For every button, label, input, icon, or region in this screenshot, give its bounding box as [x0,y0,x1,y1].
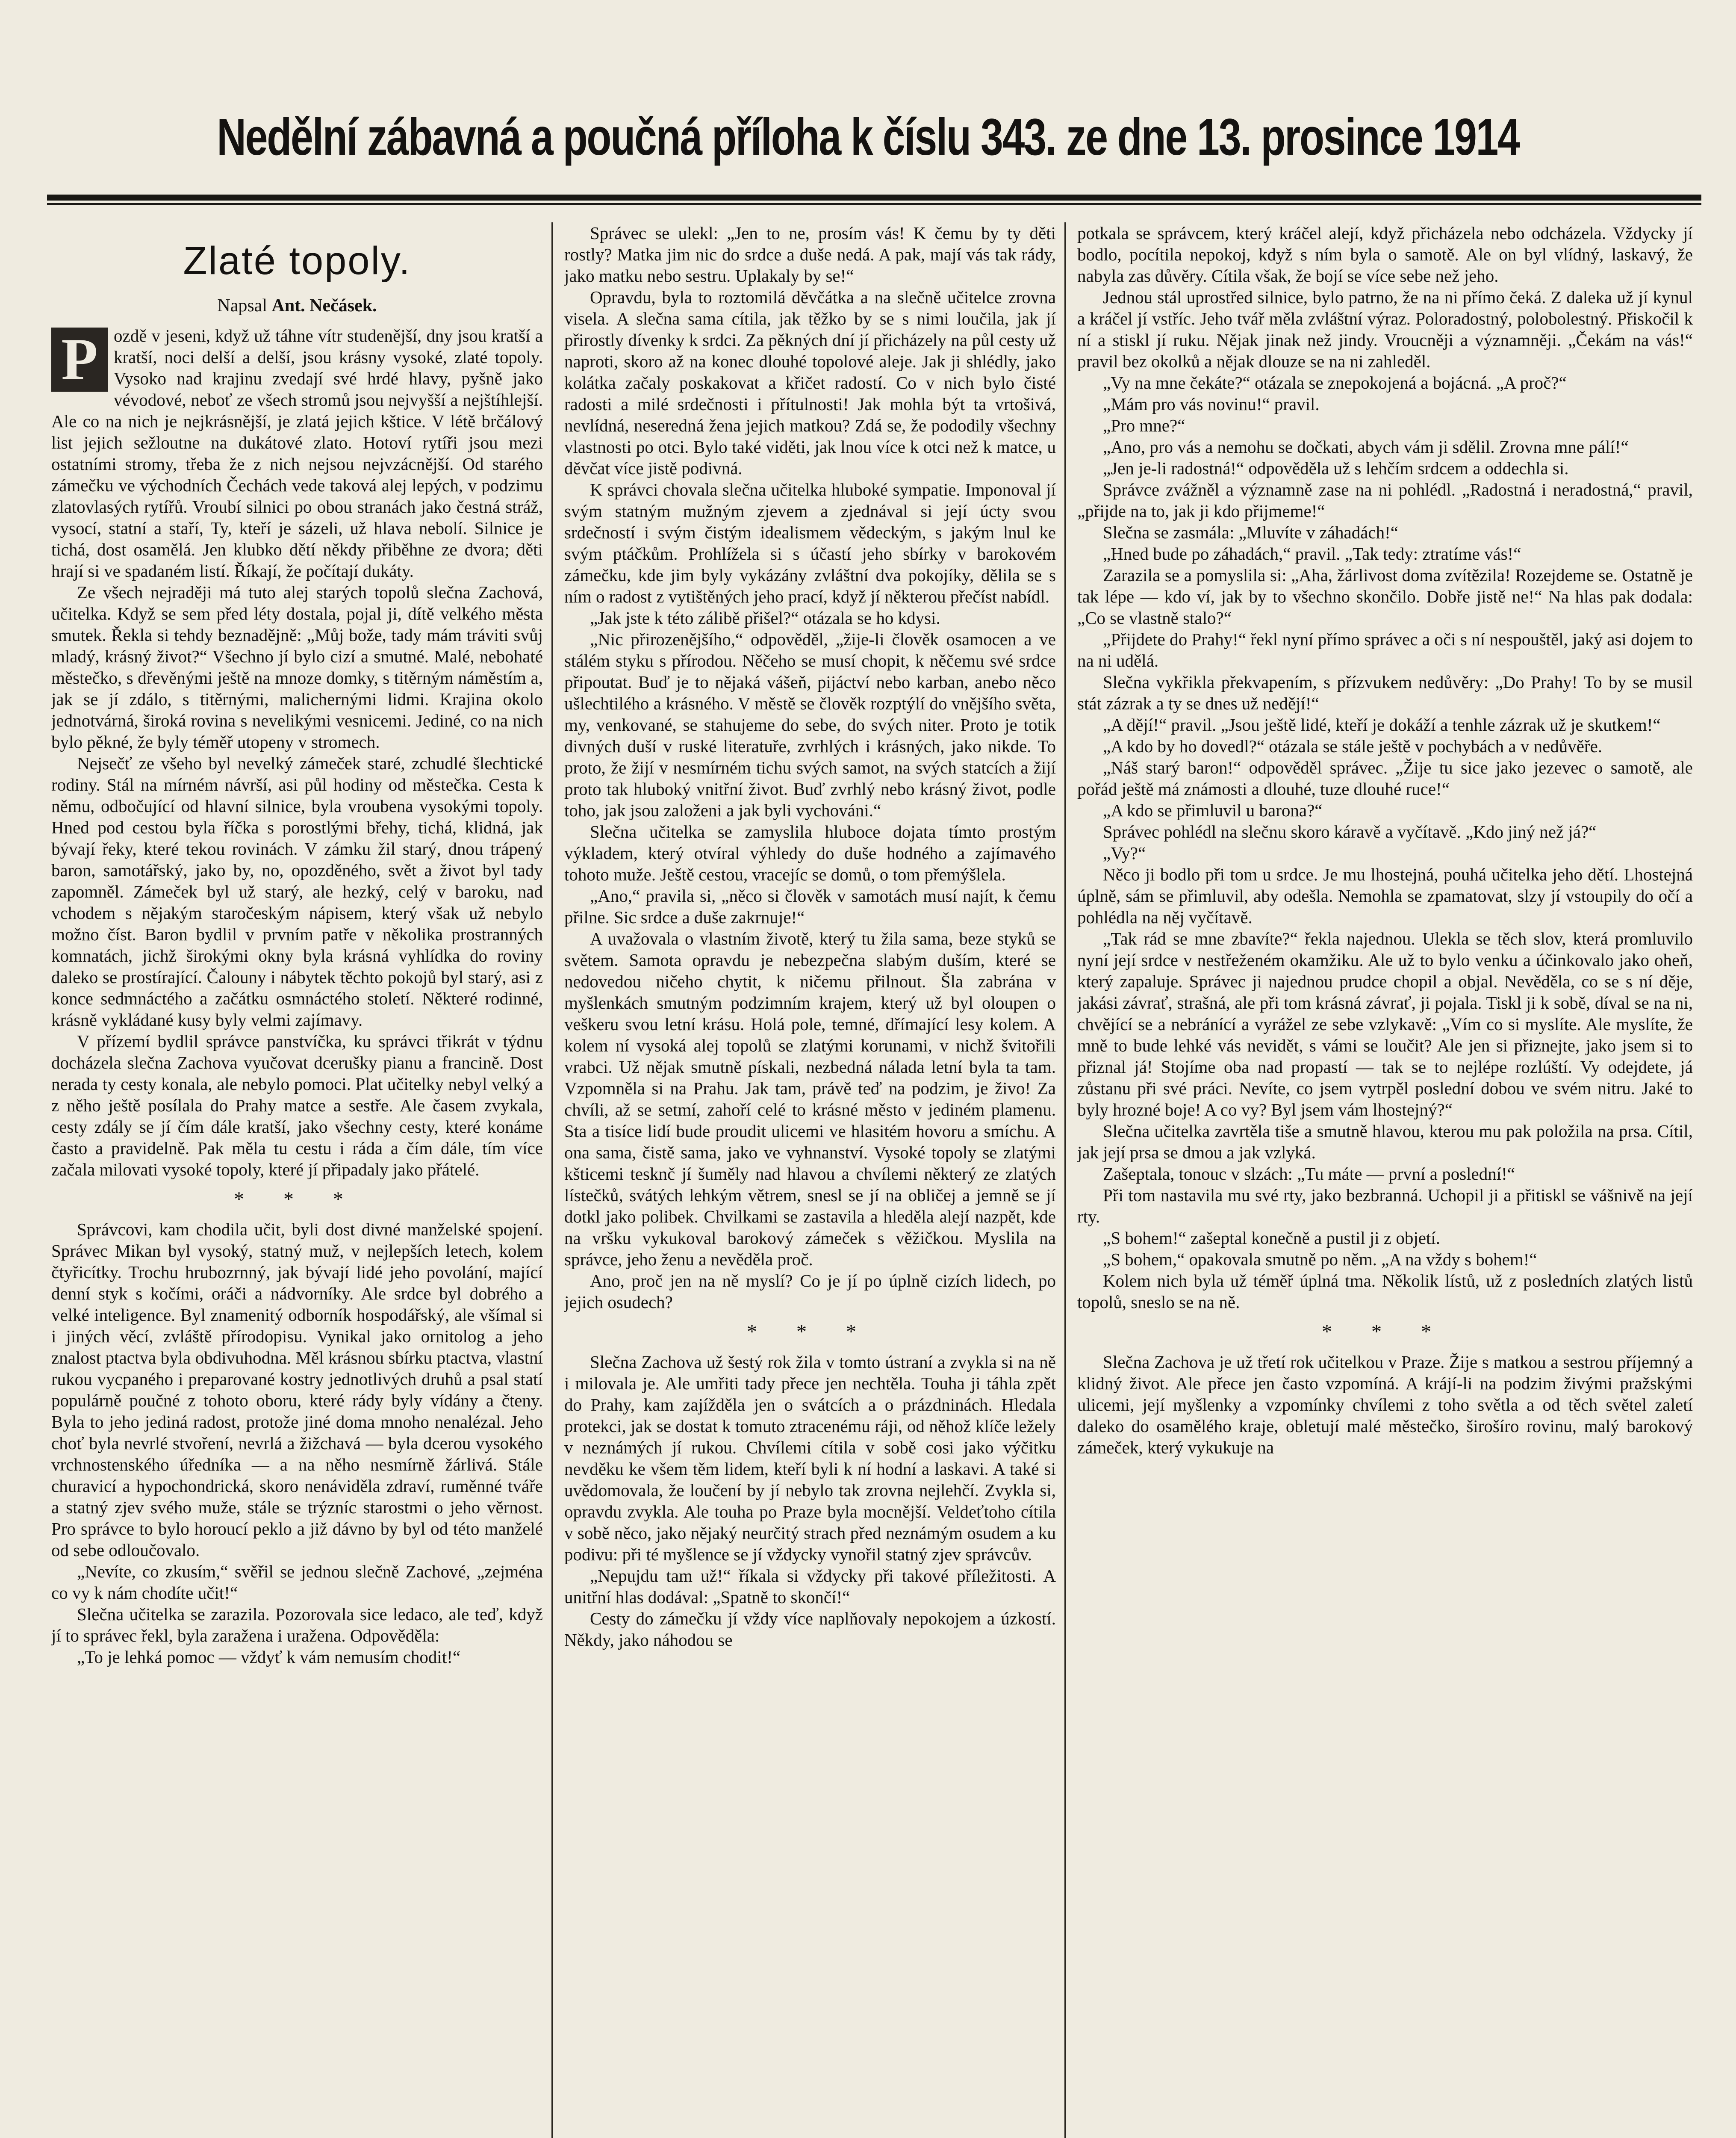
paragraph: „S bohem!“ zašeptal konečně a pustil ji z objetí. [1103,1228,1440,1248]
paragraph: Správce zvážněl a významně zase na ni pohlédl. „Radostná i neradostná,“ pravil, „přijde na to, jak ji kdo přijmeme!“ [1077,480,1693,521]
paragraph: „Vy?“ [1103,843,1146,863]
paragraph: Správec se ulekl: „Jen to ne, prosím vás! K čemu by ty děti rostly? Matka jim nic do srdce a duše nedá. A pak, mají vás tak rády, jako matku nebo sestru. Uplakaly by se!“ [564,223,1056,286]
column-divider [1064,222,1066,2138]
masthead-rule-thin [47,203,1701,205]
paragraph: „Nevíte, co zkusím,“ svěřil se jednou slečně Zachové, „zejména co vy k nám chodíte učit!“ [51,1562,543,1603]
paragraph: Při tom nastavila mu své rty, jako bezbranná. Uchopil ji a přitiskl se vášnivě na její rty. [1077,1185,1693,1226]
byline-author: Ant. Nečásek. [271,296,377,316]
section-break: * * * [747,1320,873,1343]
paragraph: „Hned bude po záhadách,“ pravil. „Tak tedy: ztratíme vás!“ [1103,544,1521,564]
paragraph: V přízemí bydlil správce panstvíčka, ku správci třikrát v týdnu docházela slečna Zachova vyučovat dcerušky pianu a francině. Dost nerada ty cesty konala, ale nebylo pomoci. Plat učitelky nebyl velký a z něho ještě posílala do Prahy matce a sestře. Ale časem zvykala, cesty zdály se jí čím dále kratší, jako všechny cesty, které konáme často a pravidelně. Pak měla tu cestu i ráda a čím dále, tím více začala milovati vysoké topoly, které jí připadaly jako přátelé. [51,1031,543,1179]
column-2 [564,222,1056,2138]
drop-cap: P [51,328,108,392]
column-3 [1077,222,1693,2138]
paragraph: „Tak rád se mne zbavíte?“ řekla najednou. Ulekla se těch slov, která promluvilo nyní její srdce v nestřeženém okamžiku. Ale už to bylo venku a účinkovalo jako oheň, který zapaluje. Správec ji najednou prudce chopil a objal. Nevěděla, co se s ní děje, jakási závrať, strašná, ale při tom krásná závrať, ji pojala. Tiskl ji k sobě, díval se na ni, chvějící se a nebránící a vyrážel ze sebe vzlykavě: „Vím co si myslíte. Ale myslíte, že mně to bude lehké vás nevidět, s vámi se loučit? Ale jen si přiznejte, jako jsem si to přiznal já! Stojíme oba nad propastí — tak se to nejlépe rozlúští. Vy odejdete, já zůstanu při své práci. Nevíte, co jsem vytrpěl poslední dobou ve svém nitru. Jaké to byly hrozné boje! A co vy? Byl jsem vám lhostejný?“ [1077,929,1693,1119]
paragraph: Něco ji bodlo při tom u srdce. Je mu lhostejná, pouhá učitelka jeho dětí. Lhostejná úplně, sám se přimluvil, aby odešla. Nemohla se zpamatovat, slzy jí vstoupily do očí a pohlédla na něj vyčítavě. [1077,865,1693,927]
section-break: * * * [1322,1320,1448,1343]
paragraph [51,325,543,582]
paragraph: Ze všech nejraději má tuto alej starých topolů slečna Zachová, učitelka. Když se sem před léty dostala, pojal ji, dítě velkého města smutek. Řekla si tehdy beznadějně: „Můj bože, tady mám tráviti svůj mladý, krásný život?“ Všechno jí bylo cizí a smutné. Malé, nebohaté městečko, s dřevěnými ještě na mnoze domky, s titěrným náměstím a, jak se jí zdálo, s titěrnými, malichernými lidmi. Krajina okolo jednotvárná, široká rovina s nevelikými vesnicemi. Jediné, co na nich bylo pěkné, že byly téměř utopeny v stromech. [51,582,543,752]
paragraph: Zašeptala, tonouc v slzách: „Tu máte — první a poslední!“ [1103,1164,1515,1184]
paragraph: „A kdo by ho dovedl?“ otázala se stále ještě v pochybách a v nedůvěře. [1103,736,1603,756]
paragraph: „Náš starý baron!“ odpověděl správec. „Žije tu sice jako jezevec o samotě, ale pořád ještě má známosti a dlouhé, tuze dlouhé ruce!“ [1077,758,1693,799]
paragraph: „To je lehká pomoc — vždyť k vám nemusím chodit!“ [77,1647,461,1667]
paragraph: „Přijdete do Prahy!“ řekl nyní přímo správec a oči s ní nespouštěl, jaký asi dojem to na ni udělá. [1077,629,1693,670]
paragraph: Ano, proč jen na ně myslí? Co je jí po úplně cizích lidech, po jejich osudech? [564,1271,1056,1312]
paragraph: Slečna Zachova je už třetí rok učitelkou v Praze. Žije s matkou a sestrou příjemný a klidný život. Ale přece jen často vzpomíná. A krájí-li na podzim živými pražskými ulicemi, její myšlenky a vzpomínky chvílemi z toho světla a od těch světel zaletí daleko do osamělého kraje, obletují malé městečko, širošíro rovinu, malý barokový zámeček, který vykukuje na [1077,1352,1693,1457]
paragraph: Nejsečť ze všeho byl nevelký zámeček staré, zchudlé šlechtické rodiny. Stál na mírném návrší, asi půl hodiny od městečka. Cesta k němu, odbočující od hlavní silnice, byla vroubena vysokými topoly. Hned pod cestou byla říčka s porostlými břehy, tichá, klidná, jak bývají řeky, které tekou rovinách. V zámku žil starý, dnou trápený baron, samotářský, jako by, no, opozděného, svět a život byl tady zapomněl. Zámeček byl už starý, ale hezký, celý v baroku, nad vchodem s nějakým staročeským nápisem, který však už nebylo možno číst. Baron bydlil v prvním patře v několika prostranných komnatách, jichž širokými okny byla krásná vyhlídka do roviny daleko se prostírající. Čalouny i nábytek těchto pokojů byl starý, asi z konce sedmnáctého a začátku osmnáctého století. Některé rodinné, krásně vykládané kusy byly velmi zajímavy. [51,753,543,1030]
paragraph: „Pro mne?“ [1103,416,1185,435]
paragraph: Slečna učitelka se zamyslila hluboce dojata tímto prostým výkladem, který otvíral výhledy do duše hodného a zajímavého tohoto muže. Ještě cestou, vracejíc se domů, o tom přemýšlela. [564,822,1056,884]
article-byline [51,295,543,316]
paragraph: „Vy na mne čekáte?“ otázala se znepokojená a bojácná. „A proč?“ [1103,373,1567,393]
paragraph: Správcovi, kam chodila učit, byli dost divné manželské spojení. Správec Mikan byl vysoký, statný muž, v nejlepších letech, kolem čtyřicítky. Trochu hrubozrnný, jak bývají lidé jeho povolání, mající denní styk s kočími, oráči a nádvorníky. Ale srdce byl dobrého a velké inteligence. Byl znamenitý odborník hospodářský, ale všímal si i jiných věcí, zvláště přírodopisu. Vynikal jako ornitolog a jeho znalost ptactva byla obdivuhodna. Měl krásnou sbírku ptactva, vlastní rukou vycpaného i preparované kostry jednotlivých druhů a psal statí populárně poučné z tohoto oboru, které rády byly vídány a čteny. Byla to jeho jediná radost, protože jiné doma mnoho nenalézal. Jeho choť byla nevrlé stvoření, nevrlá a žižchavá — byla dcerou vysokého vrchnostenského úředníka — a na něho nesmírně žárlivá. Stále churavicí a hypochondrická, skoro nenáviděla zdraví, ruměnné tváře a statný zjev svého muže, stále se trýzníc starostmi o jeho věrnost. Pro správce to bylo horoucí peklo a již dávno by byl od této manželé od sebe odloučovalo. [51,1220,543,1560]
byline-prefix: Napsal [217,296,267,316]
paragraph: „Ano, pro vás a nemohu se dočkati, abych vám ji sdělil. Zrovna mne pálí!“ [1103,437,1629,457]
section-break: * * * [234,1188,360,1211]
paragraph: „A kdo se přimluvil u barona?“ [1103,800,1323,820]
paragraph: potkala se správcem, který kráčel alejí, když přicházela nebo odcházela. Vždycky jí bodlo, pocítila nepokoj, když s ním byla o samotě. Ale on byl vlídný, laskavý, že nabyla zas důvěry. Cítila však, že bojí se více sebe než jeho. [1077,223,1693,286]
paragraph: Opravdu, byla to roztomilá děvčátka a na slečně učitelce zrovna visela. A slečna sama cítila, jak těžko by se s nimi loučila, jak jí přirostly dívenky k srdci. Za pěkných dní jí přicházely na půl cesty už naproti, skoro až na konec dlouhé topolové aleje. Jak ji shlédly, jako kolátka začaly poskakovat a křičet radostí. Co v nich bylo čisté radosti a milé srdečnosti i přítulnosti! Jak mohla být ta vrtošivá, nevlídná, neseredná žena jejich matkou? Zdá se, že pododily všechny vlastnosti po otci. Bylo také viděti, jak lnou více k otci než k matce, u děvčat více jistě podivná. [564,287,1056,478]
paragraph: A uvažovala o vlastním životě, který tu žila sama, beze styků se světem. Samota opravdu je nebezpečna slabým duším, které se nedovedou ničeho chytit, k ničemu přilnout. Šla zabrána v myšlenkách smutným podzimním krajem, který už byl oloupen o veškeru svou letní krásu. Holá pole, temné, dřímající lesy kolem. A kolem ní vysoká alej topolů se zlatými korunami, v nichž švitořili vrabci. Už nějak smutně pískali, nezbedná nálada letní byla ta tam. Vzpomněla si na Prahu. Jak tam, právě teď na podzim, je živo! Za chvíli, až se setmí, zahoří celé to krásné město v jediném plamenu. Sta a tisíce lidí bude proudit ulicemi ve hlasitém hovoru a smíchu. A ona sama, čistě sama, jako ve vyhnanství. Vysoké topoly se zlatými kšticemi tesknč jí šuměly nad hlavou a chvílemi některý ze zlatých lístečků, svátých lehkým větrem, snesl se jí na obličej a jemně se jí dotkl jako polibek. Chvilkami se zastavila a hleděla alejí nazpět, kde na vršku vykukoval barokový zámeček s věžičkou. Myslila na správce, jeho ženu a nevěděla proč. [564,929,1056,1269]
paragraph: Slečna vykřikla překvapením, s přízvukem nedůvěry: „Do Prahy! To by se musil stát zázrak a ty se dnes už nedějí!“ [1077,672,1693,713]
paragraph: Správec pohlédl na slečnu skoro káravě a vyčítavě. „Kdo jiný než já?“ [1103,822,1597,842]
paragraph: „Nic přirozenějšího,“ odpověděl, „žije-li člověk osamocen a ve stálém styku s přírodou. Něčeho se musí chopit, k něčemu své srdce připoutat. Buď je to nějaká vášeň, pijáctví nebo karban, anebo něco ušlechtilého a krásného. V městě se člověk rozptýlí do vnějšího světa, my, venkované, se stahujeme do sebe, do svých niter. Proto je totik divných duší v ruské literatuře, zvrhlých i krásných, jako nikde. To proto, že žijí v nesmírném tichu svých samot, na svých statcích a žijí proto tak hluboký vnitřní život. Buď zvrhlý nebo krásný život, podle toho, jak jsou založeni a jak byli vychováni.“ [564,629,1056,820]
paragraph: „Nepujdu tam už!“ říkala si vždycky při takové příležitosti. A unitřní hlas dodával: „Spatně to skončí!“ [564,1566,1056,1607]
paragraph: Slečna učitelka se zarazila. Pozorovala sice ledaco, ale teď, když jí to správec řekl, byla zaražena i uražena. Odpověděla: [51,1604,543,1645]
paragraph: Jednou stál uprostřed silnice, bylo patrno, že na ni přímo čeká. Z daleka už jí kynul a kráčel jí vstříc. Jeho tvář měla zvláštní výraz. Poloradostný, polobolestný. Přiskočil k ní a stiskl jí ruku. Nějak jinak než jindy. Vroucněji a významněji. „Čekám na vás!“ pravil bez okolků a nějak dlouze se na ni zahleděl. [1077,287,1693,371]
paragraph: „Jak jste k této zálibě přišel?“ otázala se ho kdysi. [590,608,940,628]
paragraph: Slečna učitelka zavrtěla tiše a smutně hlavou, kterou mu pak položila na prsa. Cítil, jak její prsa se dmou a jak vzlyká. [1077,1121,1693,1162]
paragraph: „S bohem,“ opakovala smutně po něm. „A na vždy s bohem!“ [1103,1249,1537,1269]
column-1 [51,222,543,2138]
paragraph: Slečna Zachova už šestý rok žila v tomto ústraní a zvykla si na ně i milovala je. Ale umřiti tady přece jen nechtěla. Touha ji táhla zpět do Prahy, kam zajížděla jen o svátcích a o prázdninách. Hledala protekci, jak se dostat k tomuto ztracenému ráji, od něhož klíče ležely v neznámých jí rukou. Chvílemi cítila v sobě cosi jako výčitku nevděku ke všem těm lidem, kteří byli k ní hodní a laskavi. A také si uvědomovala, že loučení by jí nebylo tak zrovna nejlehčí. Zvykla si, opravdu zvykla. Ale touha po Praze byla mocnější. Veldeťtoho cítila v sobě něco, jako nějaký neurčitý strach před neznámým osudem a ku podivu: při té myšlence se jí vždycky vynořil statný zjev správcův. [564,1352,1056,1564]
paragraph: Zarazila se a pomyslila si: „Aha, žárlivost doma zvítězila! Rozejdeme se. Ostatně je tak lépe — kdo ví, jak by to všechno skončilo. Dobře jistě ne!“ Na hlas pak dodala: „Co se vlastně stalo?“ [1077,565,1693,628]
paragraph: Kolem nich byla už téměř úplná tma. Několik lístů, už z posledních zlatých listů topolů, sneslo se na ně. [1077,1271,1693,1312]
paragraph: „Mám pro vás novinu!“ pravil. [1103,394,1320,414]
paragraph: „Ano,“ pravila si, „něco si člověk v samotách musí najít, k čemu přilne. Sic srdce a duše zakrnuje!“ [564,886,1056,927]
paragraph: Slečna se zasmála: „Mluvíte v záhadách!“ [1103,523,1398,542]
paragraph-text: ozdě v jeseni, když už táhne vítr studenější, dny jsou kratší a kratší, noci delší a delší, jsou krásny vysoké, zlaté topoly. Vysoko nad krajinu zvedají své hrdé hlavy, pyšně jako vévodové, neboť ze všech stromů jsou nejvyšší a nejštíhlejší. Ale co na nich je nejkrásnější, je zlatá jejich kštice. V létě brčálový list jejich sežloutne na dukátové zlato. Hotoví rytíři jsou mezi ostatními stromy, třeba že z nich nejsou nejvzácnější. Od starého zámečku ve východních Čechách vede taková alej lepých, v podzimu zlatovlasých rytířů. Vroubí silnici po obou stranách jako čestná stráž, vysocí, statní a staří, Ty, kteří je sázeli, už hlava nebolí. Silnice je tichá, dost osamělá. Jen klubko dětí někdy přiběhne ze dvora; děti hrají si ve spadaném listí. Říkají, že počítají dukáty. [51,326,543,581]
masthead-rule [47,195,1701,201]
paragraph: „Jen je-li radostná!“ odpověděla už s lehčím srdcem a oddechla si. [1103,458,1569,478]
column-divider [551,222,553,2138]
paragraph: „A dějí!“ pravil. „Jsou ještě lidé, kteří je dokáží a tenhle zázrak už je skutkem!“ [1103,715,1661,735]
masthead: Nedělní zábavná a poučná příloha k číslu 343. ze dne 13. prosince 1914 [217,108,1519,166]
paragraph: K správci chovala slečna učitelka hluboké sympatie. Imponoval jí svým statným mužným zjevem a zjednával si její úcty svou srdečností i svým čistým idealismem vědeckým, s jakým lnul ke svým ptáčkům. Prohlížela si s účastí jeho sbírky v barokovém zámečku, kde jim byly vykázány zvláštní dva pokojíky, dělila se s ním o radost z vytištěných jeho prací, když jí některou přečíst nabídl. [564,480,1056,606]
paragraph: Cesty do zámečku jí vždy více naplňovaly nepokojem a úzkostí. Někdy, jako náhodou se [564,1609,1056,1650]
article-title: Zlaté topoly. [183,239,411,283]
